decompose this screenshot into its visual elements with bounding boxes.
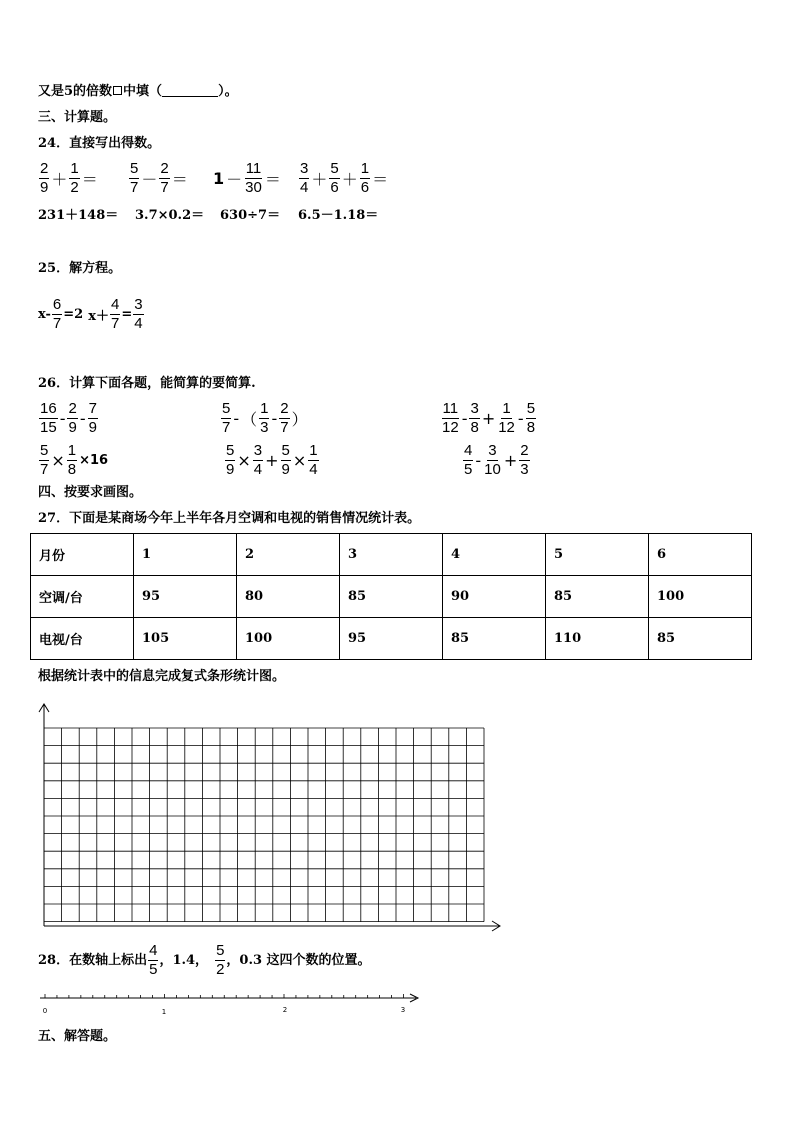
table-cell: 85 [443,618,546,660]
text: 4 [300,179,309,196]
fraction [253,442,263,479]
text: - [461,409,468,428]
table-row [31,618,752,660]
table-cell: 85 [649,618,752,660]
q24-expr-4 [298,160,389,197]
text: ＝ [171,170,188,189]
table-cell: 100 [649,576,752,618]
text: 5 [526,400,536,417]
q24-expr-5: 231＋148＝ [38,208,119,223]
text: 4 [110,296,120,313]
text: 8 [67,461,77,478]
text: 1 [67,442,77,459]
text: 1 [309,442,318,459]
table-cell: 105 [134,618,237,660]
q26-expr-4 [38,442,109,479]
table-row [31,534,752,576]
table-cell: 4 [443,534,546,576]
text: 9 [226,461,235,478]
text: 9 [40,179,49,196]
section-5-heading: 五、解答题。 [38,1029,117,1044]
fraction [441,400,460,437]
tick-label: 2 [282,1006,288,1014]
fraction [67,400,77,437]
text: 7 [52,315,62,332]
tick-label: 0 [42,1007,48,1015]
fraction [483,442,502,479]
table-cell: 85 [546,576,649,618]
text: 2 [520,442,529,459]
blank-chart-grid[interactable] [34,700,506,936]
square-box-icon [113,86,122,95]
text: 1 [260,400,269,417]
table-cell: 月份 [31,534,134,576]
text: 7 [280,419,289,436]
text: 4 [464,442,473,459]
text: x- [38,307,51,322]
text: 16 [40,400,57,417]
text-part: 中填（ [123,84,163,99]
q26-expr-3 [440,400,537,437]
fraction [39,160,49,197]
text: 30 [245,179,262,196]
fraction [39,400,58,437]
question-27-title: 27．下面是某商场今年上半年各月空调和电视的销售情况统计表。 [38,511,421,526]
text: ＝ [81,170,98,189]
fraction [69,160,79,197]
text: - [59,409,66,428]
text: 7 [130,179,139,196]
text: 12 [498,419,515,436]
text: 3 [134,296,143,313]
fraction [279,400,289,437]
text: ×16 [79,453,109,468]
q24-expr-3 [212,160,282,197]
q24-expr-7: 630÷7＝ [220,208,281,223]
fraction [129,160,139,197]
table-cell: 100 [237,618,340,660]
text: 9 [281,461,290,478]
text: ＝ [264,170,281,189]
text: 7 [160,179,169,196]
text: 2 [40,160,49,177]
text: × [237,451,251,470]
text: ＋ [51,170,68,189]
table-cell: 85 [340,576,443,618]
table-cell: 电视/台 [31,618,134,660]
q26-expr-1 [38,400,99,437]
text: ，1.4， [159,952,209,968]
text: 8 [470,419,479,436]
continued-question-text [38,84,238,100]
text: 5 [216,942,225,959]
text: 12 [442,419,459,436]
text: - [271,409,278,428]
fraction [308,442,318,479]
fraction [221,400,231,437]
text: 1 [360,160,370,177]
table-cell: 空调/台 [31,576,134,618]
table-row [31,576,752,618]
section-3-heading: 三、计算题。 [38,110,117,125]
table-cell: 6 [649,534,752,576]
text: 2 [160,160,169,177]
text: 5 [222,400,231,417]
text: 10 [484,461,501,478]
text: － [141,170,158,189]
fraction [281,442,291,479]
text: - [79,409,86,428]
table-cell: 95 [340,618,443,660]
text: 15 [40,419,57,436]
text: 3 [300,160,309,177]
text: 7 [222,419,231,436]
fraction [329,160,339,197]
fraction [148,942,158,979]
text: 8 [526,419,536,436]
table-cell: 1 [134,534,237,576]
text: 6 [360,179,370,196]
text-part: 又是5的倍数 [38,84,113,99]
question-24-title: 24．直接写出得数。 [38,136,161,151]
text: 2 [68,400,77,417]
fraction [39,442,49,479]
number-line[interactable] [34,988,426,1020]
text: 1 [502,400,511,417]
table-cell: 80 [237,576,340,618]
q26-expr-2 [220,400,309,437]
text: + [503,451,518,470]
table-cell: 110 [546,618,649,660]
fraction [110,296,120,333]
text: 4 [134,315,143,332]
text: 4 [149,942,158,959]
fraction [469,400,479,437]
text: 9 [88,419,97,436]
table-cell: 95 [134,576,237,618]
text: 2 [216,961,225,978]
tick-label: 1 [161,1008,167,1016]
text: 1 [70,160,79,177]
sales-table [30,533,752,660]
fraction [519,442,529,479]
text: x＋ [88,309,109,324]
text: 3 [260,419,269,436]
q25-equations [38,296,145,333]
text: ＝ [372,170,389,189]
text: 4 [309,461,318,478]
text: 5 [40,442,49,459]
text: 1 [213,169,225,188]
text: 11 [245,160,262,177]
table-cell: 90 [443,576,546,618]
text: 3 [253,442,263,459]
text: 7 [88,400,97,417]
text: 28．在数轴上标出 [38,952,148,968]
text: × [51,451,65,470]
text: 5 [281,442,290,459]
fraction [259,400,269,437]
text: 9 [68,419,77,436]
text-part: ）。 [218,84,238,99]
fraction [299,160,309,197]
fraction [52,296,62,333]
text: ＋ [311,170,328,189]
fraction [360,160,370,197]
table-cell: 3 [340,534,443,576]
question-26-title: 26．计算下面各题，能简算的要简算. [38,376,256,391]
table-cell: 2 [237,534,340,576]
text: + [265,451,279,470]
fraction [526,400,536,437]
text: 3 [520,461,529,478]
text: 5 [130,160,139,177]
text: 7 [40,461,49,478]
fraction [463,442,473,479]
question-28-title [38,942,371,979]
text: + [481,409,496,428]
text: ，0.3 这四个数的位置。 [226,952,371,968]
fraction [215,942,225,979]
q26-expr-5 [224,442,320,479]
q24-expr-2 [128,160,189,197]
text: 11 [442,400,459,417]
fraction [133,296,143,333]
text: 5 [330,160,339,177]
table-cell: 5 [546,534,649,576]
text: 7 [110,315,120,332]
fraction [244,160,263,197]
text: 5 [464,461,473,478]
text: =2 [63,307,84,322]
q26-expr-6 [462,442,531,479]
fraction [497,400,516,437]
text: 3 [488,442,497,459]
text: 3 [470,400,479,417]
text: 4 [253,461,263,478]
text: = [121,307,133,322]
answer-blank[interactable] [162,84,218,97]
q24-expr-1 [38,160,99,197]
q24-expr-6: 3.7×0.2＝ [135,208,205,223]
text: - [517,409,524,428]
text: 6 [52,296,62,313]
text: 6 [330,179,339,196]
text: × [292,451,307,470]
text: 5 [226,442,235,459]
question-27-instruction: 根据统计表中的信息完成复式条形统计图。 [38,669,286,684]
text: 5 [149,961,158,978]
text: 2 [70,179,79,196]
question-25-title: 25．解方程。 [38,261,122,276]
text: ） [291,410,308,429]
text: － [226,170,243,189]
fraction [225,442,235,479]
tick-label: 3 [400,1006,406,1014]
text: - [475,451,482,470]
fraction [67,442,77,479]
text: （ [241,410,258,429]
text: - [233,409,240,428]
section-4-heading: 四、按要求画图。 [38,485,143,500]
q24-expr-8: 6.5－1.18＝ [298,208,379,223]
fraction [88,400,98,437]
grid-lines [44,728,484,922]
text: 2 [280,400,289,417]
text: ＋ [341,170,358,189]
fraction [159,160,169,197]
